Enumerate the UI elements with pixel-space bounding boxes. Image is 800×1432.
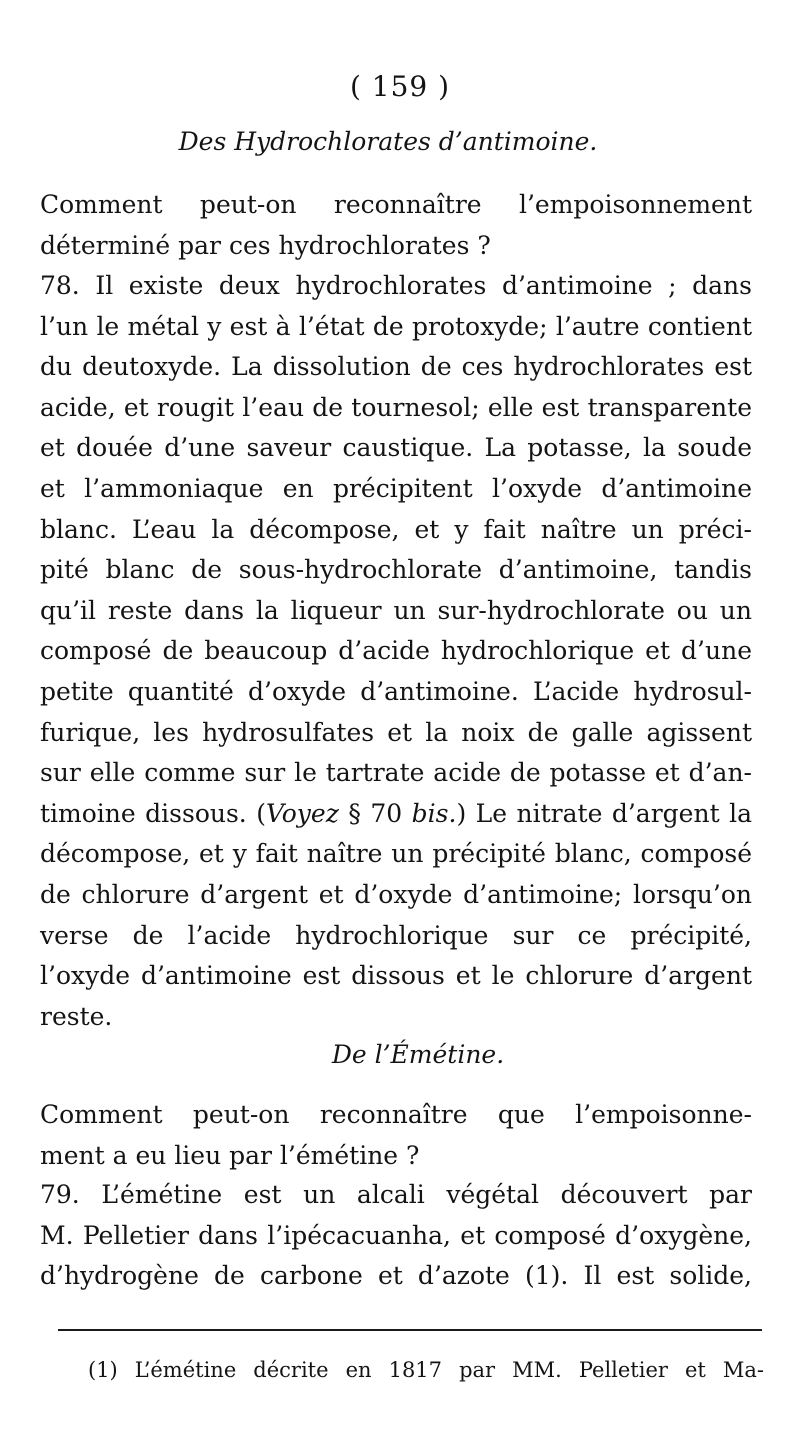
paragraph-line: qu’il reste dans la liqueur un sur-hydrochlorate ou un bbox=[40, 595, 752, 625]
paragraph-line: acide, et rougit l’eau de tournesol; elle est transparente bbox=[40, 392, 752, 422]
paragraph-line: et l’ammoniaque en précipitent l’oxyde d’antimoine bbox=[40, 473, 752, 503]
paragraph-line: l’un le métal y est à l’état de protoxyde; l’autre contient bbox=[40, 311, 752, 341]
paragraph-line: reste. bbox=[40, 1001, 113, 1031]
paragraph-line: pité blanc de sous-hydrochlorate d’antimoine, tandis bbox=[40, 555, 752, 585]
reference-voyez: Voyez bbox=[266, 798, 339, 828]
paragraph-line: du deutoxyde. La dissolution de ces hydrochlorates est bbox=[40, 352, 752, 382]
line-text: timoine dissous. ( bbox=[40, 798, 266, 828]
paragraph-line: de chlorure d’argent et d’oxyde d’antimoine; lorsqu’on bbox=[40, 879, 752, 909]
paragraph-line: furique, les hydrosulfates et la noix de galle agissent bbox=[40, 717, 752, 747]
section-title-emetine: De l’Émétine. bbox=[331, 1040, 505, 1069]
section-title-hydrochlorates: Des Hydrochlorates d’antimoine. bbox=[178, 127, 598, 156]
paragraph-line: décompose, et y fait naître un précipité blanc, composé bbox=[40, 839, 752, 869]
paragraph-line: 78. Il existe deux hydrochlorates d’antimoine ; dans bbox=[40, 271, 752, 300]
question-line: déterminé par ces hydrochlorates ? bbox=[40, 230, 491, 260]
paragraph-line: 79. L’émétine est un alcali végétal découvert par bbox=[40, 1180, 752, 1209]
footnote: (1) L’émétine décrite en 1817 par MM. Pelletier et Ma- bbox=[88, 1358, 764, 1382]
reference-section: § 70 bbox=[338, 798, 412, 828]
question-line: ment a eu lieu par l’émétine ? bbox=[40, 1140, 420, 1170]
page-number: ( 159 ) bbox=[349, 70, 451, 103]
paragraph-line: petite quantité d’oxyde d’antimoine. L’acide hydrosul- bbox=[40, 676, 752, 706]
question-hydrochlorates bbox=[40, 185, 752, 266]
paragraph-line: et douée d’une saveur caustique. La potasse, la soude bbox=[40, 433, 752, 463]
line-text: ) Le nitrate d’argent la bbox=[456, 798, 752, 828]
question-line: Comment peut-on reconnaître l’empoisonnement bbox=[40, 190, 752, 219]
paragraph-line: blanc. L’eau la décompose, et y fait naître un préci- bbox=[40, 514, 752, 544]
paragraph-line: d’hydrogène de carbone et d’azote (1). Il est solide, bbox=[40, 1261, 752, 1291]
reference-bis: bis. bbox=[411, 798, 457, 828]
paragraph-line-with-reference bbox=[40, 794, 752, 835]
paragraph-line: sur elle comme sur le tartrate acide de potasse et d’an- bbox=[40, 758, 752, 788]
paragraph-79 bbox=[40, 1175, 752, 1297]
paragraph-78 bbox=[40, 266, 752, 1037]
paragraph-line: M. Pelletier dans l’ipécacuanha, et composé d’oxygène, bbox=[40, 1220, 752, 1250]
paragraph-line: composé de beaucoup d’acide hydrochlorique et d’une bbox=[40, 636, 752, 666]
paragraph-line: l’oxyde d’antimoine est dissous et le chlorure d’argent bbox=[40, 961, 752, 991]
question-line: Comment peut-on reconnaître que l’empoisonne- bbox=[40, 1100, 752, 1129]
paragraph-line: verse de l’acide hydrochlorique sur ce précipité, bbox=[40, 920, 752, 950]
footnote-rule bbox=[58, 1329, 762, 1331]
question-emetine bbox=[40, 1095, 752, 1176]
